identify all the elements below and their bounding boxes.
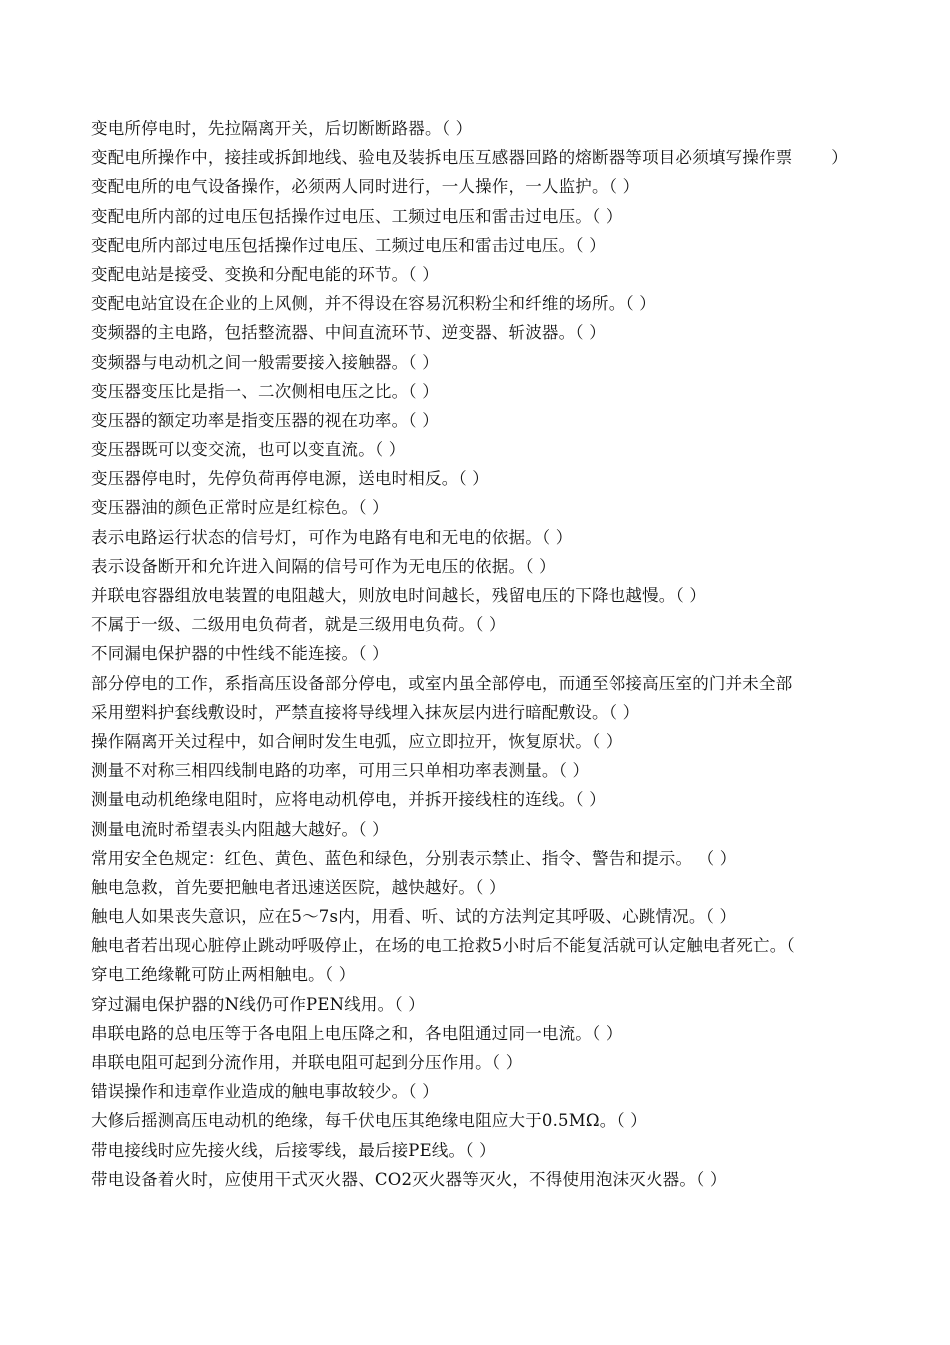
question-line: 穿过漏电保护器的N线仍可作PEN线用。（ ） — [91, 994, 425, 1014]
question-line: 采用塑料护套线敷设时，严禁直接将导线埋入抹灰层内进行暗配敷设。（ ） — [91, 702, 640, 722]
question-line: 大修后摇测高压电动机的绝缘，每千伏电压其绝缘电阻应大于0.5MΩ。（ ） — [91, 1111, 648, 1131]
question-line: 变电所停电时，先拉隔离开关，后切断断路器。（ ） — [91, 119, 473, 138]
question-line: 变配电所内部的过电压包括操作过电压、工频过电压和雷击过电压。（ ） — [91, 206, 623, 226]
question-line: 变配电站是接受、变换和分配电能的环节。（ ） — [91, 264, 439, 284]
question-line: 触电人如果丧失意识，应在5～7s内，用看、听、试的方法判定其呼吸、心跳情况。（ ） — [91, 907, 737, 927]
question-line: 变配电所操作中，接挂或拆卸地线、验电及装拆电压互感器回路的熔断器等项目必须填写操作票 ） — [91, 148, 848, 168]
question-line: 变配电站宜设在企业的上风侧，并不得设在容易沉积粉尘和纤维的场所。（ ） — [91, 294, 656, 314]
question-line: 测量电动机绝缘电阻时，应将电动机停电，并拆开接线柱的连线。（ ） — [91, 790, 606, 810]
question-line: 带电设备着火时，应使用干式灭火器、CO2灭火器等灭火，不得使用泡沫灭火器。（ ） — [91, 1169, 727, 1189]
question-line: 测量电流时希望表头内阻越大越好。（ ） — [91, 819, 389, 839]
question-line: 变配电所内部过电压包括操作过电压、工频过电压和雷击过电压。（ ） — [91, 235, 606, 255]
question-line: 表示设备断开和允许进入间隔的信号可作为无电压的依据。（ ） — [91, 556, 556, 576]
question-list — [91, 114, 950, 1194]
question-line: 变压器既可以变交流，也可以变直流。（ ） — [91, 440, 406, 460]
question-line: 带电接线时应先接火线，后接零线，最后接PE线。（ ） — [91, 1140, 496, 1160]
question-line: 变频器与电动机之间一般需要接入接触器。（ ） — [91, 352, 439, 372]
question-line: 不同漏电保护器的中性线不能连接。（ ） — [91, 644, 389, 664]
question-line: 部分停电的工作，系指高压设备部分停电，或室内虽全部停电，而通至邻接高压室的门并未全部 — [91, 673, 793, 693]
question-line: 变配电所的电气设备操作，必须两人同时进行，一人操作，一人监护。（ ） — [91, 177, 640, 197]
question-line: 串联电阻可起到分流作用，并联电阻可起到分压作用。（ ） — [91, 1053, 523, 1072]
question-line: 变压器停电时，先停负荷再停电源，送电时相反。（ ） — [91, 469, 489, 489]
question-line: 并联电容器组放电装置的电阻越大，则放电时间越长，残留电压的下降也越慢。（ ） — [91, 586, 707, 605]
question-line: 错误操作和违章作业造成的触电事故较少。（ ） — [91, 1082, 439, 1102]
question-line: 常用安全色规定：红色、黄色、蓝色和绿色，分别表示禁止、指令、警告和提示。 （ ） — [91, 848, 737, 868]
question-line: 变压器变压比是指一、二次侧相电压之比。（ ） — [91, 381, 439, 401]
question-line: 变压器油的颜色正常时应是红棕色。（ ） — [91, 498, 389, 518]
question-line: 变压器的额定功率是指变压器的视在功率。（ ） — [91, 410, 439, 430]
question-line: 表示电路运行状态的信号灯，可作为电路有电和无电的依据。（ ） — [91, 527, 573, 547]
question-line: 操作隔离开关过程中，如合闸时发生电弧，应立即拉开，恢复原状。（ ） — [91, 731, 623, 751]
question-line: 测量不对称三相四线制电路的功率，可用三只单相功率表测量。（ ） — [91, 761, 590, 781]
question-line: 变频器的主电路，包括整流器、中间直流环节、逆变器、斩波器。（ ） — [91, 323, 606, 343]
question-line: 触电急救，首先要把触电者迅速送医院，越快越好。（ ） — [91, 877, 506, 897]
question-line: 串联电路的总电压等于各电阻上电压降之和，各电阻通过同一电流。（ ） — [91, 1023, 623, 1043]
question-line: 穿电工绝缘靴可防止两相触电。（ ） — [91, 965, 356, 985]
question-line: 触电者若出现心脏停止跳动呼吸停止，在场的电工抢救5小时后不能复活就可认定触电者死亡。（ — [91, 936, 795, 956]
question-line: 不属于一级、二级用电负荷者，就是三级用电负荷。（ ） — [91, 615, 506, 635]
